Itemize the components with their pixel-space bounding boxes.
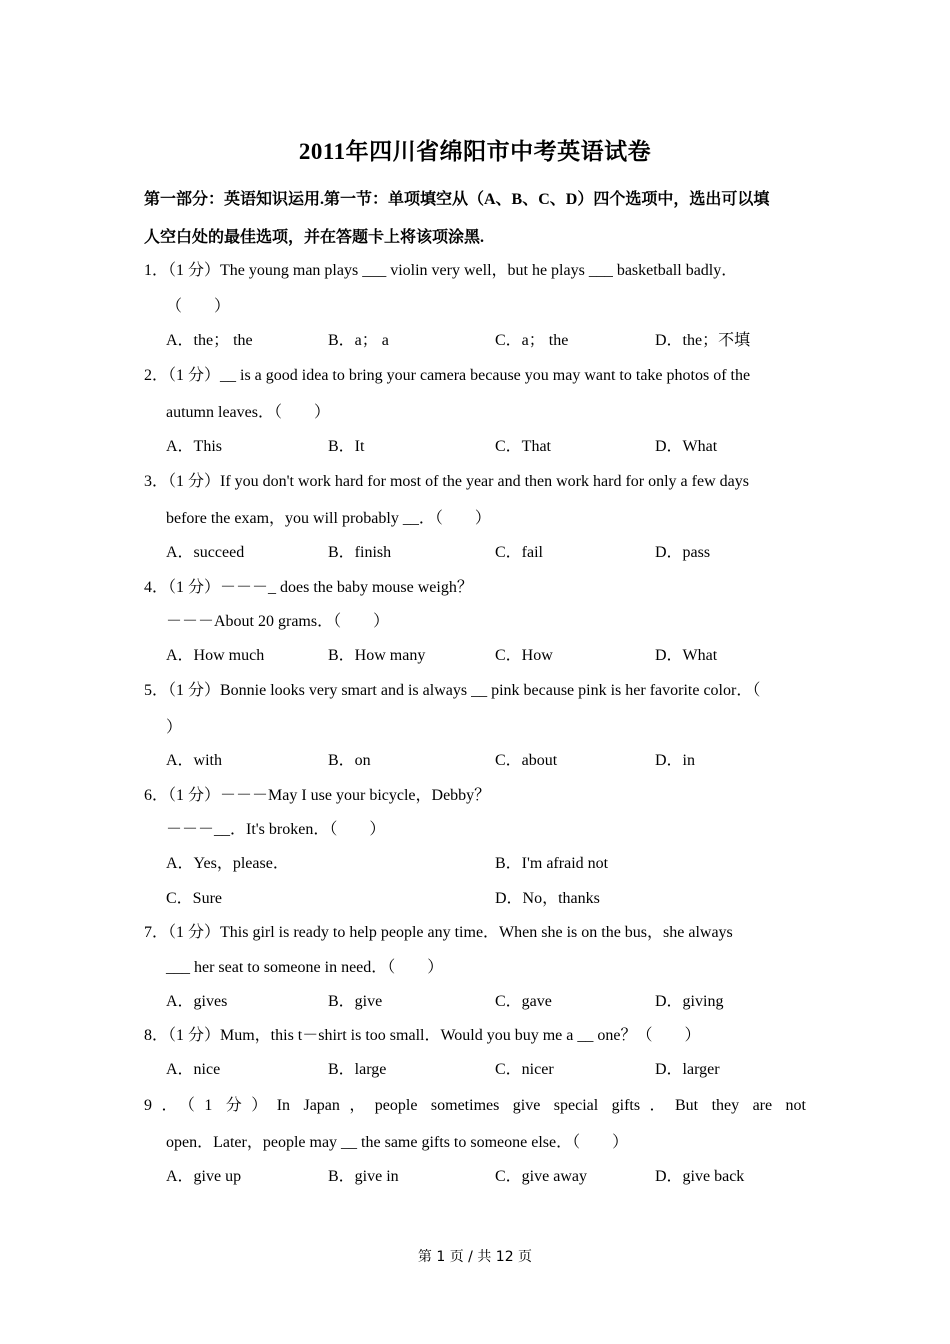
question-9-text-cont: open．Later，people may __ the same gifts to someone else．（ ） [166, 1134, 629, 1151]
question-4-text-cont: －－－About 20 grams．（ ） [166, 613, 390, 630]
question-1-option-b: B．a； a [328, 332, 389, 349]
question-3-option-a: A．succeed [166, 544, 245, 561]
question-3-option-c: C．fail [495, 544, 543, 561]
section-instructions-line1: 第一部分：英语知识运用.第一节：单项填空从（A、B、C、D）四个选项中，选出可以填 [144, 191, 770, 208]
question-1-option-d: D．the；不填 [655, 332, 751, 349]
question-4-option-b: B．How many [328, 647, 426, 664]
question-3-option-d: D．pass [655, 544, 711, 561]
question-8-text: 8．（1 分）Mum，this t－shirt is too small．Would you buy me a __ one？（ ） [144, 1027, 701, 1044]
question-2-text: 2．（1 分）__ is a good idea to bring your camera because you may want to take photos of the [144, 367, 751, 384]
question-7-option-d: D．giving [655, 993, 724, 1010]
question-1-option-c: C．a； the [495, 332, 569, 349]
question-7-option-a: A．gives [166, 993, 228, 1010]
question-5-option-d: D．in [655, 752, 696, 769]
question-5-bracket: ） [166, 719, 183, 736]
question-8-option-c: C．nicer [495, 1061, 554, 1078]
question-8-option-b: B．large [328, 1061, 387, 1078]
question-5-option-b: B．on [328, 752, 371, 769]
page-title: 2011年四川省绵阳市中考英语试卷 [298, 139, 652, 164]
question-2-option-d: D．What [655, 438, 718, 455]
question-6-text: 6．（1 分）－－－May I use your bicycle，Debby？ [144, 787, 491, 804]
question-1-text: 1．（1 分）The young man plays ___ violin very well，but he plays ___ basketball badly． [144, 262, 738, 279]
question-9-text: 9．（1 分）In Japan，people sometimes give special gifts．But they are not [144, 1097, 806, 1114]
question-3-option-b: B．finish [328, 544, 392, 561]
question-6-option-b: B．I'm afraid not [495, 855, 609, 872]
question-7-text-cont: ___ her seat to someone in need．（ ） [166, 959, 444, 976]
question-8-option-a: A．nice [166, 1061, 221, 1078]
question-7-text: 7．（1 分）This girl is ready to help people any time．When she is on the bus，she always [144, 924, 733, 941]
question-2-text-cont: autumn leaves．（ ） [166, 404, 330, 421]
section-instructions-line2: 人空白处的最佳选项，并在答题卡上将该项涂黑. [144, 229, 485, 246]
question-2-option-c: C．That [495, 438, 551, 455]
question-9-option-c: C．give away [495, 1168, 587, 1185]
question-5-option-c: C．about [495, 752, 558, 769]
question-4-option-c: C．How [495, 647, 553, 664]
question-6-option-c: C．Sure [166, 890, 223, 907]
question-3-text: 3．（1 分）If you don't work hard for most of the year and then work hard for only a few days [144, 473, 749, 490]
question-6-text-cont: －－－__．It's broken．（ ） [166, 821, 386, 838]
question-5-option-a: A．with [166, 752, 223, 769]
question-1-option-a: A．the； the [166, 332, 253, 349]
question-4-text: 4．（1 分）－－－_ does the baby mouse weigh？ [144, 579, 473, 596]
question-7-option-c: C．gave [495, 993, 552, 1010]
question-8-option-d: D．larger [655, 1061, 720, 1078]
question-1-bracket: （ ） [166, 298, 231, 315]
question-9-option-b: B．give in [328, 1168, 399, 1185]
question-4-option-a: A．How much [166, 647, 265, 664]
question-6-option-a: A．Yes，please． [166, 855, 289, 872]
question-9-option-a: A．give up [166, 1168, 242, 1185]
question-4-option-d: D．What [655, 647, 718, 664]
question-2-option-b: B．It [328, 438, 365, 455]
question-9-option-d: D．give back [655, 1168, 745, 1185]
question-3-text-cont: before the exam，you will probably __．（ ） [166, 510, 491, 527]
question-2-option-a: A．This [166, 438, 223, 455]
page-number-footer: 第 1 页 / 共 12 页 [417, 1249, 533, 1265]
question-5-text: 5．（1 分）Bonnie looks very smart and is always __ pink because pink is her favorite color．（ [144, 682, 761, 699]
question-6-option-d: D．No，thanks [495, 890, 600, 907]
question-7-option-b: B．give [328, 993, 383, 1010]
